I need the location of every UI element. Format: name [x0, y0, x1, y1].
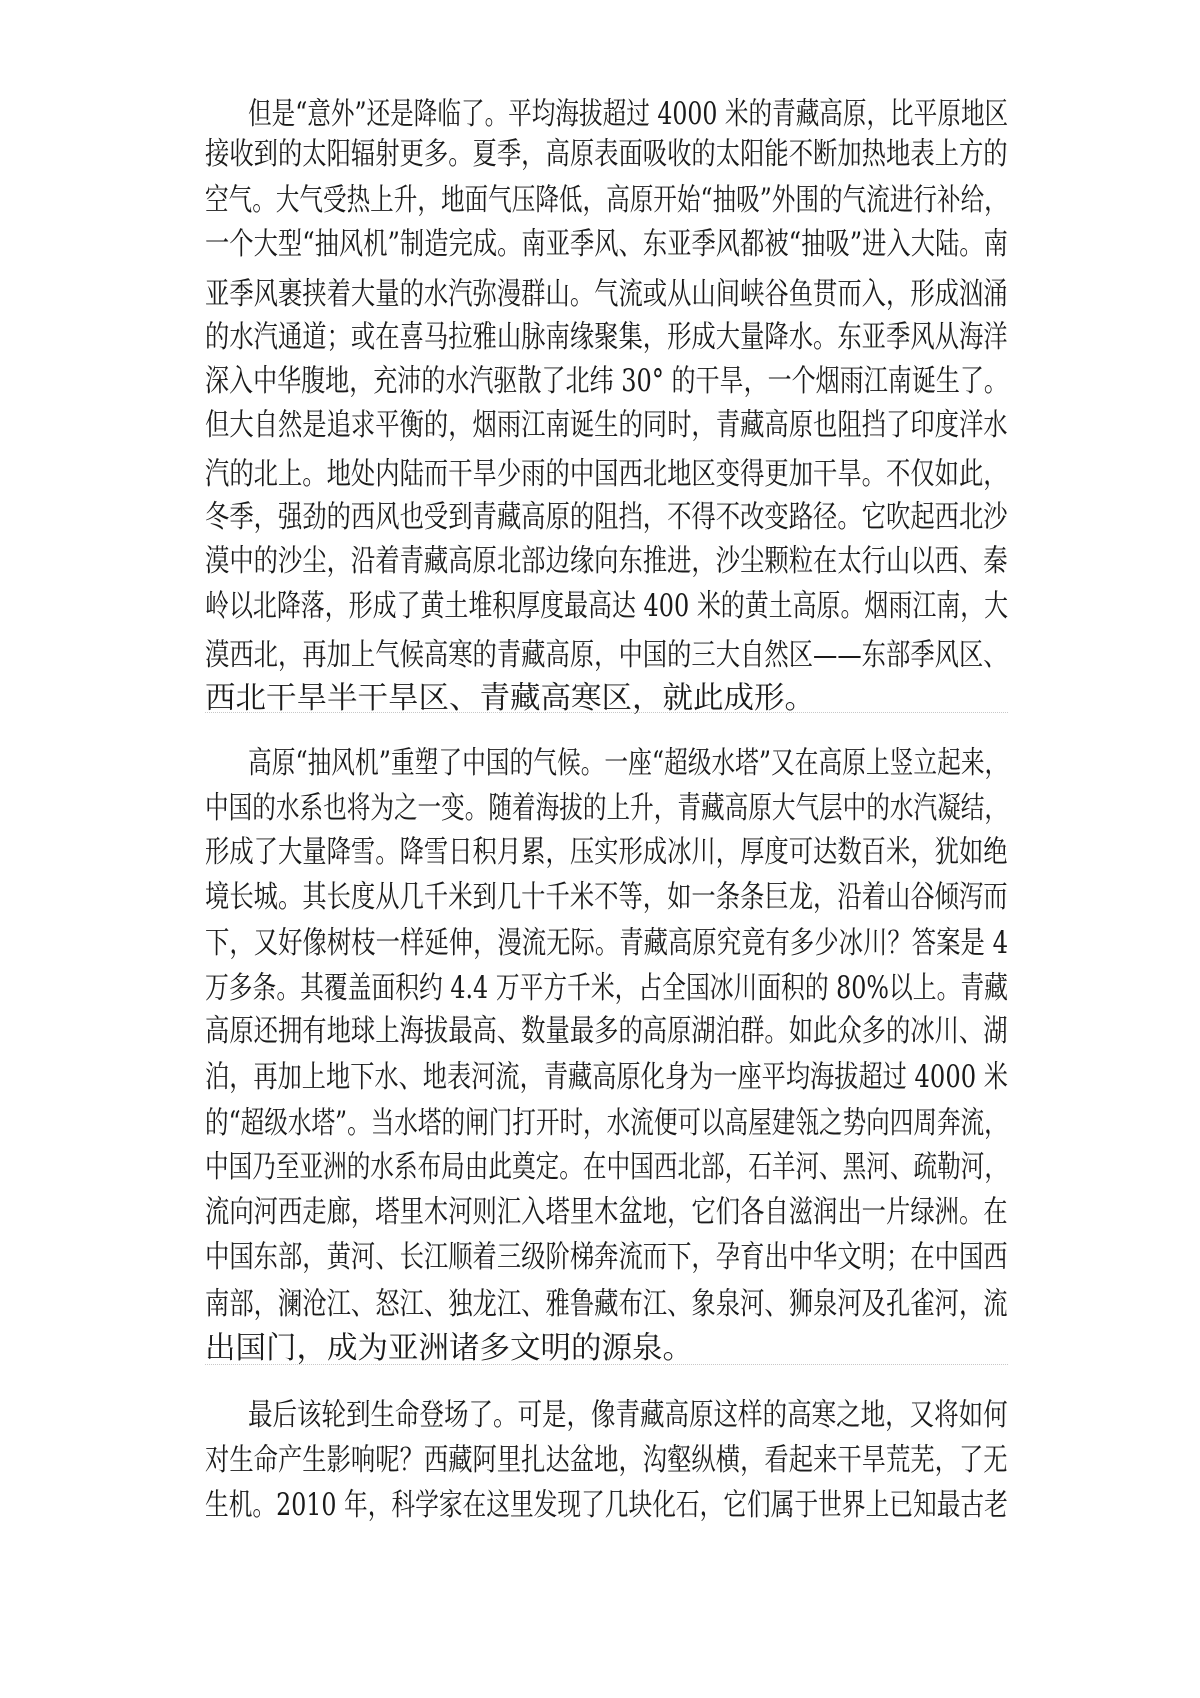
text-line: 泊，再加上地下水、地表河流，青藏高原化身为一座平均海拔超过 4000 米 [205, 1060, 1009, 1095]
text-line: 高原还拥有地球上海拔最高、数量最多的高原湖泊群。如此众多的冰川、湖 [205, 1014, 1008, 1049]
text-line: 的“超级水塔”。当水塔的闸门打开时，水流便可以高屋建瓴之势向四周奔流， [205, 1106, 1008, 1141]
text-line: 下，又好像树枝一样延伸，漫流无际。青藏高原究竟有多少冰川？答案是 4 [205, 926, 1009, 961]
paragraph-divider [205, 1364, 1008, 1365]
text-line: 形成了大量降雪。降雪日积月累，压实形成冰川，厚度可达数百米，犹如绝 [205, 835, 1008, 870]
text-line: 冬季，强劲的西风也受到青藏高原的阻挡，不得不改变路径。它吹起西北沙 [205, 500, 1008, 535]
text-line: 高原“抽风机”重塑了中国的气候。一座“超级水塔”又在高原上竖立起来， [248, 746, 1009, 781]
text-line: 南部，澜沧江、怒江、独龙江、雅鲁藏布江、象泉河、狮泉河及孔雀河，流 [205, 1287, 1008, 1322]
text-line: 生机。2010 年，科学家在这里发现了几块化石，它们属于世界上已知最古老 [205, 1488, 1008, 1523]
text-line: 中国的水系也将为之一变。随着海拔的上升，青藏高原大气层中的水汽凝结， [205, 791, 1008, 826]
text-line: 万多条。其覆盖面积约 4.4 万平方千米，占全国冰川面积的 80%以上。青藏 [205, 971, 1008, 1006]
text-line: 流向河西走廊，塔里木河则汇入塔里木盆地，它们各自滋润出一片绿洲。在 [205, 1195, 1008, 1230]
text-line: 境长城。其长度从几千米到几十千米不等，如一条条巨龙，沿着山谷倾泻而 [205, 880, 1008, 915]
text-line: 接收到的太阳辐射更多。夏季，高原表面吸收的太阳能不断加热地表上方的 [205, 137, 1008, 172]
text-line: 但大自然是追求平衡的，烟雨江南诞生的同时，青藏高原也阻挡了印度洋水 [205, 408, 1008, 443]
text-line: 但是“意外”还是降临了。平均海拔超过 4000 米的青藏高原，比平原地区 [248, 97, 1009, 132]
text-line: 的水汽通道；或在喜马拉雅山脉南缘聚集，形成大量降水。东亚季风从海洋 [205, 320, 1008, 355]
text-line: 西北干旱半干旱区、青藏高寒区，就此成形。 [205, 681, 815, 716]
text-line: 漠西北，再加上气候高寒的青藏高原，中国的三大自然区——东部季风区、 [205, 638, 1008, 673]
text-line: 中国乃至亚洲的水系布局由此奠定。在中国西北部，石羊河、黑河、疏勒河， [205, 1150, 1008, 1185]
text-line: 岭以北降落，形成了黄土堆积厚度最高达 400 米的黄土高原。烟雨江南，大 [205, 589, 1009, 624]
text-line: 中国东部，黄河、长江顺着三级阶梯奔流而下，孕育出中华文明；在中国西 [205, 1240, 1008, 1275]
text-line: 一个大型“抽风机”制造完成。南亚季风、东亚季风都被“抽吸”进入大陆。南 [205, 227, 1008, 262]
text-line: 最后该轮到生命登场了。可是，像青藏高原这样的高寒之地，又将如何 [248, 1398, 1008, 1433]
text-line: 对生命产生影响呢？西藏阿里扎达盆地，沟壑纵横，看起来干旱荒芜，了无 [205, 1443, 1008, 1478]
text-line: 亚季风裹挟着大量的水汽弥漫群山。气流或从山间峡谷鱼贯而入，形成汹涌 [205, 277, 1008, 312]
text-line: 出国门，成为亚洲诸多文明的源泉。 [205, 1331, 693, 1366]
text-line: 空气。大气受热上升，地面气压降低，高原开始“抽吸”外围的气流进行补给， [205, 183, 1008, 218]
text-line: 深入中华腹地，充沛的水汽驱散了北纬 30° 的干旱，一个烟雨江南诞生了。 [205, 364, 1008, 399]
text-line: 漠中的沙尘，沿着青藏高原北部边缘向东推进，沙尘颗粒在太行山以西、秦 [205, 544, 1008, 579]
paragraph-divider [205, 712, 1008, 713]
text-line: 汽的北上。地处内陆而干旱少雨的中国西北地区变得更加干旱。不仅如此， [205, 457, 1008, 492]
